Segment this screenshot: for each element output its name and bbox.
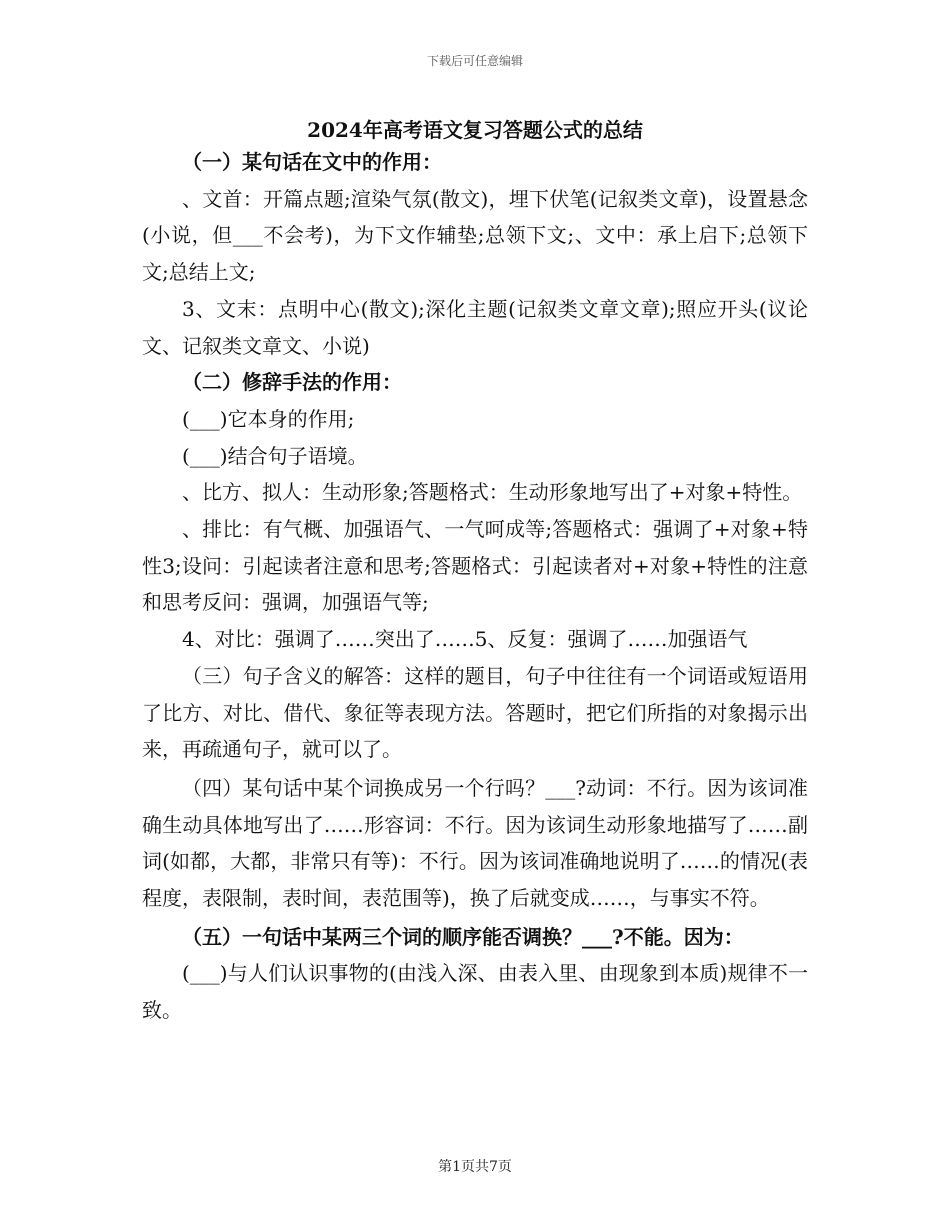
paragraph: 、文首：开篇点题;渲染气氛(散文)，埋下伏笔(记叙类文章)，设置悬念(小说，但___不会考)，为下文作辅垫;总领下文;、文中：承上启下;总领下文;总结上文; (142, 186, 808, 285)
paragraph: (___)结合句子语境。 (182, 443, 368, 468)
paragraph: 、比方、拟人：生动形象;答题格式：生动形象地写出了+对象+特性。 (182, 480, 803, 505)
paragraph: （四）某句话中某个词换成另一个行吗？___?动词：不行。因为该词准确生动具体地写出了……形容词：不行。因为该词生动形象地描写了……副词(如都，大都，非常只有等)：不行。因为该词准确地说明了……的情况(表程度，表限制，表时间，表范围等)，换了后就变成……，与事实不符。 (142, 775, 808, 911)
paragraph: （三）句子含义的解答：这样的题目，句子中往往有一个词语或短语用了比方、对比、借代、象征等表现方法。答题时，把它们所指的对象揭示出来，再疏通句子，就可以了。 (142, 663, 808, 762)
section-heading-1: （一）某句话在文中的作用： (182, 150, 442, 174)
document-title: 2024年高考语文复习答题公式的总结 (307, 118, 643, 142)
paragraph: (___)它本身的作用; (182, 406, 355, 431)
paragraph: 3、文末：点明中心(散文);深化主题(记叙类文章文章);照应开头(议论文、记叙类文章文、小说) (142, 296, 808, 358)
section-heading-2: （二）修辞手法的作用： (182, 370, 402, 395)
paragraph: 4、对比：强调了……突出了……5、反复：强调了……加强语气 (182, 627, 748, 652)
page-header: 下载后可任意编辑 (426, 54, 523, 68)
document-body (142, 144, 808, 1029)
paragraph: (___)与人们认识事物的(由浅入深、由表入里、由现象到本质)规律不一致。 (142, 961, 808, 1023)
paragraph: 、排比：有气概、加强语气、一气呵成等;答题格式：强调了+对象+特性3;设问：引起读者注意和思考;答题格式：引起读者对+对象+特性的注意和思考反问：强调，加强语气等; (142, 517, 808, 615)
page-footer: 第1页共7页 (438, 1159, 512, 1175)
section-heading-5: （五）一句话中某两三个词的顺序能否调换？___?不能。因为： (182, 924, 744, 949)
